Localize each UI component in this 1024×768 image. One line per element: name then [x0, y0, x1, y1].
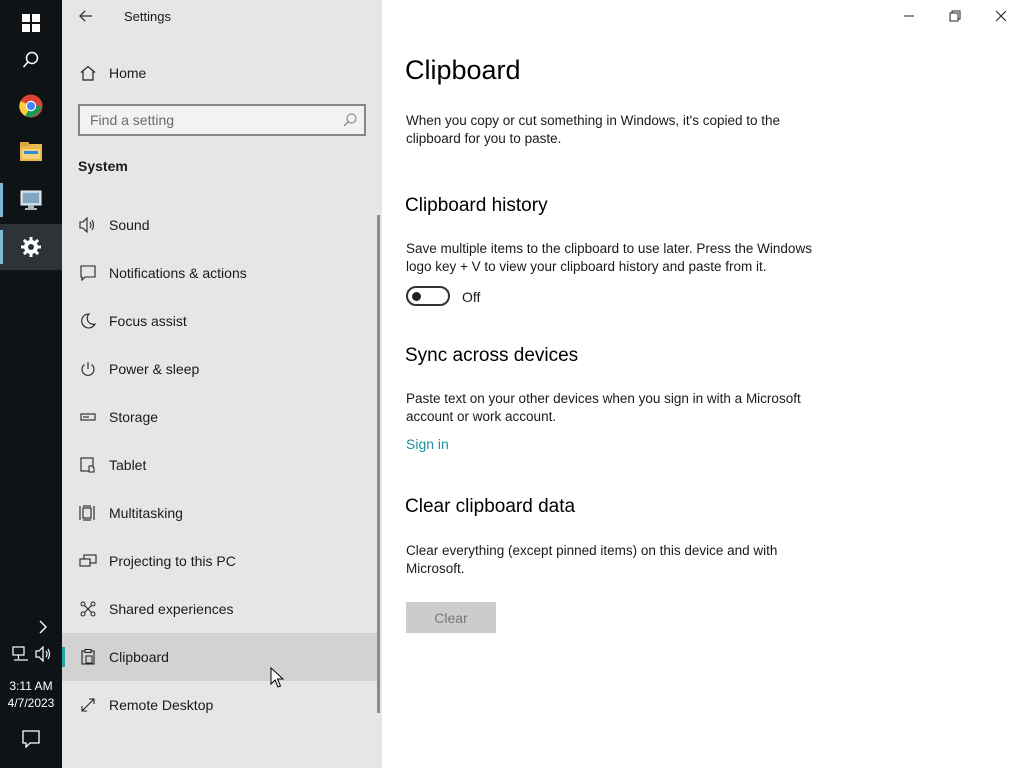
action-center-button[interactable]	[22, 730, 40, 751]
nav-item-label: Remote Desktop	[109, 697, 214, 713]
multitasking-icon	[78, 489, 98, 537]
active-app-indicator	[0, 183, 3, 217]
sync-heading: Sync across devices	[405, 345, 579, 366]
nav-item-label: Clipboard	[109, 649, 169, 665]
notification-icon	[78, 249, 98, 297]
nav-section-title: System	[78, 158, 128, 174]
page-title: Clipboard	[405, 55, 521, 85]
nav-item-label: Sound	[109, 217, 150, 233]
nav-item-label: Multitasking	[109, 505, 183, 521]
remote-desktop-taskbar-button[interactable]	[0, 177, 62, 223]
nav-item-label: Shared experiences	[109, 601, 234, 617]
nav-scrollbar[interactable]	[377, 215, 380, 713]
restore-button[interactable]	[932, 0, 978, 32]
show-hidden-icons-button[interactable]	[38, 620, 48, 637]
storage-icon	[78, 393, 98, 441]
nav-item-storage[interactable]	[62, 393, 378, 441]
clipboard-icon	[78, 633, 98, 681]
speaker-icon	[78, 201, 98, 249]
clipboard-history-heading: Clipboard history	[405, 195, 548, 216]
file-explorer-taskbar-button[interactable]	[0, 129, 62, 175]
nav-item-label: Power & sleep	[109, 361, 200, 377]
windows-start-icon	[22, 14, 40, 32]
nav-item-shared-experiences[interactable]	[62, 585, 378, 633]
nav-home[interactable]	[62, 54, 382, 92]
nav-item-projecting[interactable]	[62, 537, 378, 585]
projecting-icon	[78, 537, 98, 585]
minimize-button[interactable]	[886, 0, 932, 32]
moon-icon	[78, 297, 98, 345]
back-button[interactable]	[70, 0, 102, 32]
clock-time: 3:11 AM	[9, 679, 53, 693]
volume-tray-button[interactable]	[35, 646, 53, 665]
volume-icon	[35, 646, 53, 662]
nav-item-focus-assist[interactable]	[62, 297, 378, 345]
nav-item-sound[interactable]	[62, 201, 378, 249]
file-explorer-icon	[20, 142, 42, 162]
chevron-right-icon	[38, 620, 48, 634]
clear-data-heading: Clear clipboard data	[405, 496, 576, 517]
network-icon	[12, 646, 30, 662]
minimize-icon	[903, 10, 915, 22]
find-setting-box[interactable]	[78, 104, 366, 136]
search-input[interactable]	[80, 106, 340, 134]
sign-in-link[interactable]: Sign in	[406, 436, 449, 452]
clear-button[interactable]: Clear	[406, 602, 496, 633]
mouse-cursor-icon	[270, 667, 284, 689]
nav-home-label: Home	[109, 65, 147, 81]
chrome-taskbar-button[interactable]	[0, 83, 62, 129]
search-icon[interactable]	[342, 112, 358, 128]
search-icon	[22, 51, 40, 69]
clipboard-history-toggle[interactable]	[406, 286, 450, 306]
clipboard-history-toggle-state: Off	[462, 289, 481, 305]
clipboard-history-description: Save multiple items to the clipboard to use later. Press the Windows logo key + V to view your clipboard history and paste from it.	[406, 241, 812, 274]
settings-taskbar-button[interactable]	[0, 224, 62, 270]
tablet-icon	[78, 441, 98, 489]
nav-item-multitasking[interactable]	[62, 489, 378, 537]
nav-item-label: Notifications & actions	[109, 265, 247, 281]
clipboard-settings-page	[382, 0, 1024, 768]
nav-item-label: Projecting to this PC	[109, 553, 236, 569]
taskbar-clock[interactable]	[0, 678, 62, 712]
selection-indicator	[62, 647, 65, 667]
close-button[interactable]	[978, 0, 1024, 32]
clear-data-description: Clear everything (except pinned items) on this device and with Microsoft.	[406, 543, 778, 576]
nav-item-label: Storage	[109, 409, 159, 425]
network-tray-button[interactable]	[12, 646, 30, 665]
title-bar	[62, 0, 382, 34]
shared-experiences-icon	[78, 585, 98, 633]
home-icon	[78, 54, 98, 92]
power-icon	[78, 345, 98, 393]
taskbar-search-button[interactable]	[0, 37, 62, 83]
remote-desktop-icon	[78, 681, 98, 729]
sync-description: Paste text on your other devices when you sign in with a Microsoft account or work account.	[406, 391, 801, 424]
remote-desktop-app-icon	[19, 189, 43, 211]
toggle-knob	[412, 292, 421, 301]
clock-date: 4/7/2023	[7, 696, 55, 710]
back-arrow-icon	[79, 10, 93, 22]
action-center-icon	[22, 730, 40, 748]
active-app-indicator	[0, 230, 3, 264]
intro-text: When you copy or cut something in Windows, it's copied to the clipboard for you to paste.	[406, 113, 781, 146]
nav-item-label: Focus assist	[109, 313, 187, 329]
app-title: Settings	[124, 9, 171, 24]
nav-item-clipboard[interactable]	[62, 633, 378, 681]
taskbar	[0, 0, 62, 768]
close-icon	[995, 10, 1007, 22]
restore-icon	[949, 10, 961, 22]
nav-item-power-sleep[interactable]	[62, 345, 378, 393]
chrome-icon	[19, 94, 43, 118]
nav-item-label: Tablet	[109, 457, 147, 473]
nav-item-tablet[interactable]	[62, 441, 378, 489]
nav-item-remote-desktop[interactable]	[62, 681, 378, 729]
nav-item-notifications[interactable]	[62, 249, 378, 297]
settings-gear-icon	[21, 237, 41, 257]
